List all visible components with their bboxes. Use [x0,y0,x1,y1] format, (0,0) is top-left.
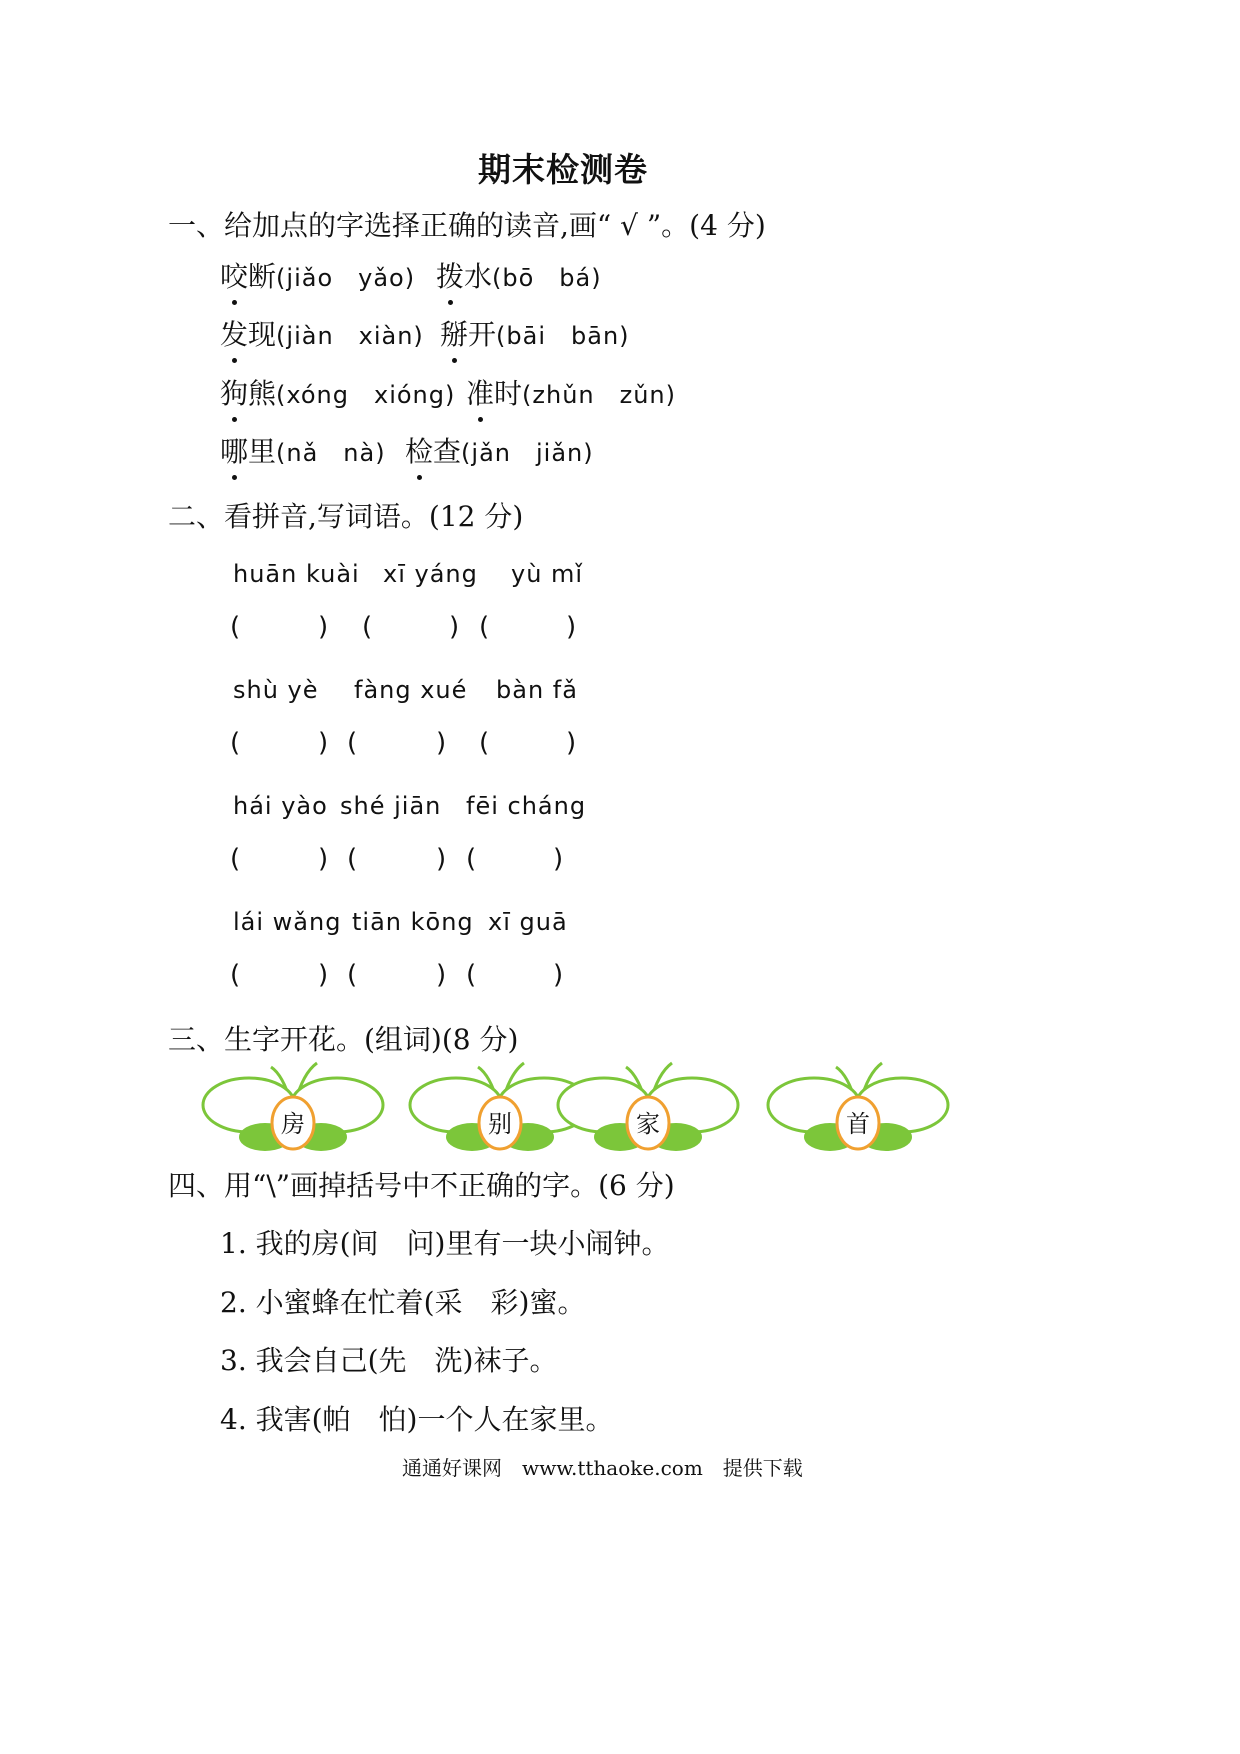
blank-close-paren: ) [449,612,460,642]
blank-open-paren: ( [230,612,241,642]
pinyin-word: shé jiān [340,792,442,820]
flower-character: 家 [636,1110,660,1138]
word-rest: 水 [464,260,493,293]
blank-open-paren: ( [230,844,241,874]
pinyin-word: lái wǎng [233,908,342,936]
blank-open-paren: ( [479,728,490,758]
blank-close-paren: ) [318,844,329,874]
word-rest: 开 [468,318,497,351]
word-rest: 查 [433,435,462,468]
section4-heading: 四、用“\”画掉括号中不正确的字。(6 分) [168,1169,675,1202]
dotted-char: 哪 [220,430,248,470]
dotted-char: 拨 [436,255,464,295]
pinyin-options: (bāi bān) [496,322,630,350]
blank-open-paren: ( [479,612,490,642]
pinyin-options: (jiàn xiàn) [276,322,424,350]
word-rest: 熊 [248,377,277,410]
flower-character: 首 [846,1110,870,1138]
flower [768,1063,948,1151]
reading-item [440,313,630,353]
blank-close-paren: ) [553,960,564,990]
blank-open-paren: ( [466,844,477,874]
blank-open-paren: ( [230,960,241,990]
reading-item [436,255,602,295]
blank-close-paren: ) [318,960,329,990]
flower-character: 别 [488,1110,512,1138]
blank-open-paren: ( [230,728,241,758]
flower [203,1063,383,1151]
pinyin-options: (nǎ nà) [276,439,386,467]
pinyin-options: (jiǎo yǎo) [276,264,416,292]
section2-heading: 二、看拼音,写词语。(12 分) [168,500,524,533]
blank-close-paren: ) [436,728,447,758]
blank-close-paren: ) [318,728,329,758]
section1-heading: 一、给加点的字选择正确的读音,画“ √ ”。(4 分) [168,209,766,242]
sentence-item: 4. 我害(帕 怕)一个人在家里。 [220,1403,614,1436]
word-rest: 时 [494,377,523,410]
blank-open-paren: ( [466,960,477,990]
pinyin-word: xī yáng [383,560,478,588]
blank-close-paren: ) [436,844,447,874]
blank-close-paren: ) [566,728,577,758]
pinyin-word: tiān kōng [352,908,474,936]
flower-character: 房 [281,1110,305,1138]
pinyin-word: bàn fǎ [496,676,578,704]
reading-item [220,313,424,353]
reading-item [220,372,455,412]
dotted-char: 掰 [440,313,468,353]
blank-open-paren: ( [347,960,358,990]
word-rest: 里 [248,435,277,468]
pinyin-options: (jǎn jiǎn) [461,439,594,467]
flowers-graphic [0,1055,1240,1165]
pinyin-word: xī guā [488,908,568,936]
pinyin-word: fàng xué [354,676,468,704]
dotted-char: 狗 [220,372,248,412]
dotted-char: 检 [405,430,433,470]
pinyin-word: yù mǐ [511,560,584,588]
blank-open-paren: ( [347,728,358,758]
pinyin-word: hái yào [233,792,328,820]
blank-open-paren: ( [347,844,358,874]
page-title: 期末检测卷 [478,150,648,189]
flower [558,1063,738,1151]
blank-close-paren: ) [436,960,447,990]
reading-item [220,255,415,295]
pinyin-word: fēi cháng [466,792,587,820]
blank-close-paren: ) [553,844,564,874]
pinyin-word: shù yè [233,676,319,704]
footer-text: 通通好课网 www.tthaoke.com 提供下载 [402,1456,803,1480]
pinyin-options: (zhǔn zǔn) [522,381,677,409]
word-rest: 现 [248,318,277,351]
pinyin-options: (bō bá) [492,264,602,292]
dotted-char: 准 [466,372,494,412]
blank-open-paren: ( [362,612,373,642]
dotted-char: 发 [220,313,248,353]
sentence-item: 1. 我的房(间 问)里有一块小闹钟。 [220,1227,670,1260]
reading-item [466,372,676,412]
word-rest: 断 [248,260,277,293]
pinyin-word: huān kuài [233,560,360,588]
section3-heading: 三、生字开花。(组词)(8 分) [168,1023,519,1056]
dotted-char: 咬 [220,255,248,295]
blank-close-paren: ) [318,612,329,642]
sentence-item: 2. 小蜜蜂在忙着(采 彩)蜜。 [220,1286,586,1319]
reading-item [220,430,386,470]
reading-item [405,430,594,470]
pinyin-options: (xóng xióng) [276,381,456,409]
sentence-item: 3. 我会自己(先 洗)袜子。 [220,1344,558,1377]
blank-close-paren: ) [566,612,577,642]
